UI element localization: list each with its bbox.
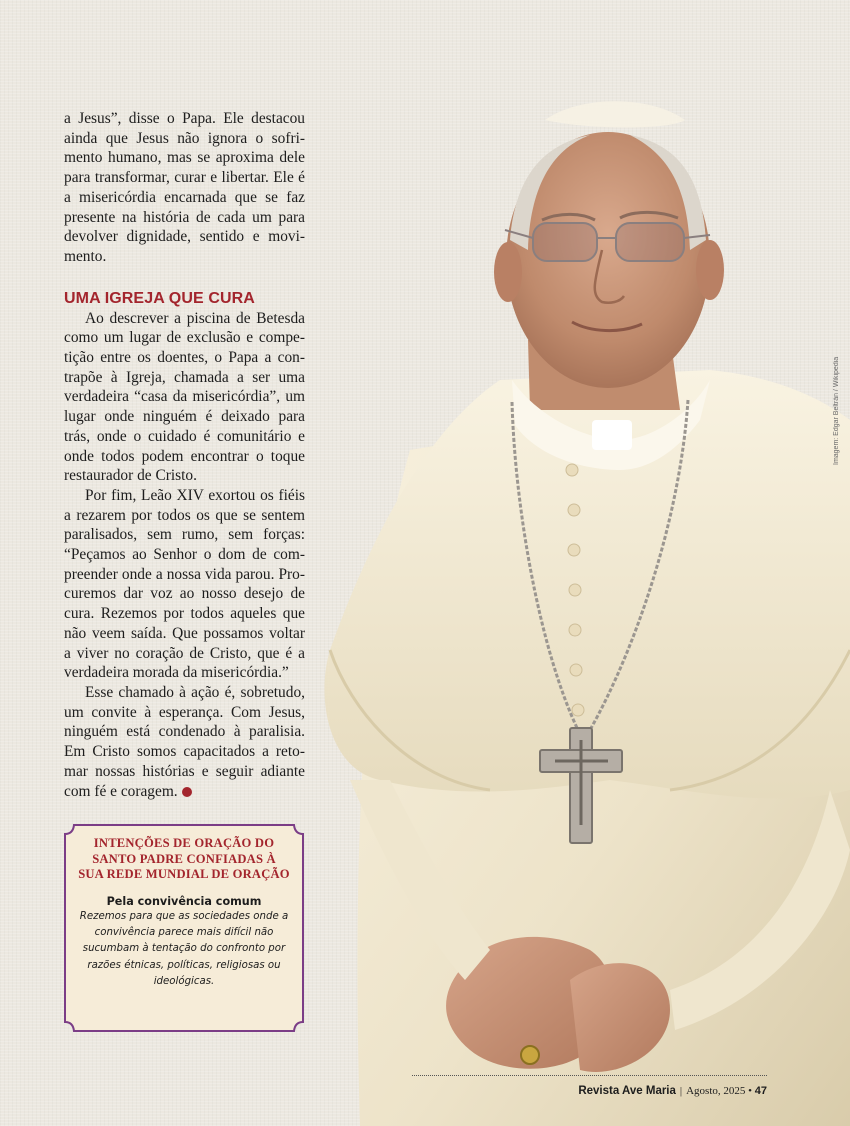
end-mark-dot: [182, 787, 192, 797]
footer-separator: |: [679, 1085, 683, 1097]
article-paragraph: Ao descrever a piscina de Betesda como um lugar de exclusão e competição entre os doentes, o Papa a contrapõe à Igreja, chamada a ser uma verdadeira “casa da misericórdia”, um lugar onde ninguém é deixado para trás, onde o cuidado é comunitário e onde todos podem encontrar o toque restaurador de Cristo.: [64, 309, 305, 485]
article-paragraph-text: Esse chamado à ação é, sobretudo, um convite à esperança. Com Jesus, ninguém está condenado à paralisia. Em Cristo somos capacitados a retomar nossas histórias e seguir adiante com fé e coragem.: [64, 683, 305, 800]
page-footer: [412, 1075, 767, 1097]
box-title: INTENÇÕES DE ORAÇÃO DO SANTO PADRE CONFIADAS À SUA REDE MUNDIAL DE ORAÇÃO: [78, 836, 290, 881]
section-heading: UMA IGREJA QUE CURA: [64, 289, 255, 307]
prayer-intentions-box: [64, 824, 304, 1032]
article-paragraph-intro: a Jesus”, disse o Papa. Ele destacou ainda que Jesus não ignora o sofrimento humano, mas se aproxima dele para transformar, curar e libertar. Ele é a misericórdia encarnada que se faz presente na história de cada um para devolver dignidade, sentido e movimento.: [64, 110, 305, 265]
article-column: [64, 109, 305, 801]
box-body: Rezemos para que as sociedades onde a convivência parece mais difícil não sucumbam à tentação do confronto por razões étnicas, políticas, religiosas ou ideológicas.: [79, 910, 289, 988]
box-subtitle: Pela convivência comum: [106, 894, 262, 908]
article-paragraph: Por fim, Leão XIV exortou os fiéis a rezarem por todos os que se sentem paralisados, sem rumo, sem forças: “Peçamos ao Senhor o dom de compreender onde a nossa vida parou. Procuremos dar voz ao nosso desejo de cura. Rezemos por todos aqueles que não veem saída. Que possamos voltar a viver no coração de Cristo, que é a verdadeira morada da misericórdia.”: [64, 486, 305, 682]
photo-credit: Imagem: Edgar Beltrán / Wikipedia: [833, 356, 840, 465]
pope-photo: [290, 90, 850, 1126]
article-paragraph-final: [64, 683, 305, 801]
page-number: 47: [754, 1085, 767, 1097]
footer-bullet: •: [745, 1085, 755, 1097]
issue-date: Agosto, 2025: [686, 1085, 746, 1097]
magazine-name: Revista Ave Maria: [578, 1085, 676, 1097]
